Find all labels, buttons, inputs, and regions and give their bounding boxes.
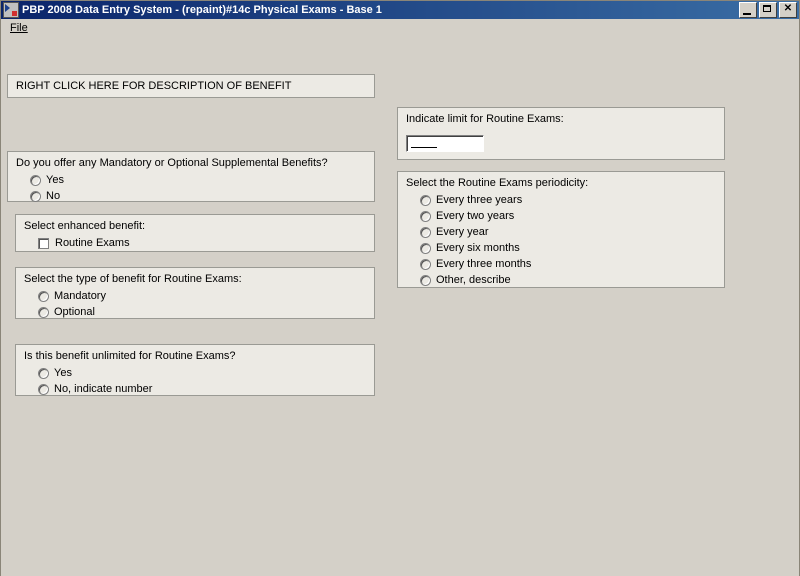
- routine-exams-periodicity-title: Select the Routine Exams periodicity:: [406, 177, 589, 189]
- routine-exams-periodicity-group: [397, 171, 725, 288]
- routine-exams-limit-title: Indicate limit for Routine Exams:: [406, 113, 564, 125]
- supplemental-benefits-title: Do you offer any Mandatory or Optional Supplemental Benefits?: [16, 157, 328, 169]
- enhanced-benefit-group: [15, 214, 375, 252]
- supplemental-option-no-label: No: [46, 190, 61, 202]
- radio-icon[interactable]: [30, 175, 41, 186]
- enhanced-benefit-option-routine-exams[interactable]: [38, 236, 374, 250]
- periodicity-option-every-six-months-label: Every six months: [436, 242, 520, 254]
- text-caret: [411, 147, 437, 148]
- benefit-type-title: Select the type of benefit for Routine Exams:: [24, 273, 242, 285]
- close-icon: ✕: [783, 3, 793, 14]
- enhanced-benefit-option-label: Routine Exams: [55, 237, 130, 249]
- benefit-type-option-optional-label: Optional: [54, 306, 95, 318]
- enhanced-benefit-title: Select enhanced benefit:: [24, 220, 146, 232]
- radio-icon[interactable]: [420, 227, 431, 238]
- window-title: PBP 2008 Data Entry System - (repaint)#14c Physical Exams - Base 1: [22, 4, 382, 16]
- benefit-type-option-mandatory-label: Mandatory: [54, 290, 106, 302]
- unlimited-option-yes[interactable]: [38, 366, 374, 380]
- minimize-button[interactable]: [739, 2, 757, 18]
- supplemental-option-no[interactable]: [30, 189, 374, 203]
- unlimited-benefit-title: Is this benefit unlimited for Routine Exams?: [24, 350, 236, 362]
- unlimited-option-no[interactable]: [38, 382, 374, 396]
- periodicity-option-every-six-months[interactable]: [420, 241, 724, 255]
- benefit-type-option-mandatory[interactable]: [38, 289, 374, 303]
- minimize-icon: [743, 13, 751, 15]
- periodicity-option-every-two-years[interactable]: [420, 209, 724, 223]
- unlimited-benefit-group: [15, 344, 375, 396]
- periodicity-option-every-three-years[interactable]: [420, 193, 724, 207]
- periodicity-option-every-year[interactable]: [420, 225, 724, 239]
- menu-item-file[interactable]: [5, 20, 33, 36]
- maximize-button[interactable]: [759, 2, 777, 18]
- periodicity-option-every-two-years-label: Every two years: [436, 210, 515, 222]
- routine-exams-limit-input[interactable]: [407, 136, 483, 151]
- periodicity-option-every-year-label: Every year: [436, 226, 489, 238]
- benefit-description-text: RIGHT CLICK HERE FOR DESCRIPTION OF BENEFIT: [16, 80, 292, 92]
- menu-item-file-label: File: [10, 22, 28, 34]
- radio-icon[interactable]: [420, 243, 431, 254]
- radio-icon[interactable]: [420, 211, 431, 222]
- supplemental-option-yes-label: Yes: [46, 174, 64, 186]
- periodicity-option-other-describe[interactable]: [420, 273, 724, 287]
- radio-icon[interactable]: [420, 259, 431, 270]
- benefit-description-banner[interactable]: [7, 74, 375, 98]
- supplemental-option-yes[interactable]: [30, 173, 374, 187]
- periodicity-option-other-describe-label: Other, describe: [436, 274, 511, 286]
- benefit-type-option-optional[interactable]: [38, 305, 374, 319]
- radio-icon[interactable]: [38, 291, 49, 302]
- radio-icon[interactable]: [38, 384, 49, 395]
- window-controls: [739, 2, 797, 18]
- periodicity-option-every-three-years-label: Every three years: [436, 194, 523, 206]
- radio-icon[interactable]: [38, 307, 49, 318]
- routine-exams-limit-group: [397, 107, 725, 160]
- radio-icon[interactable]: [420, 275, 431, 286]
- radio-icon[interactable]: [30, 191, 41, 202]
- unlimited-option-no-label: No, indicate number: [54, 383, 153, 395]
- client-area: [1, 38, 799, 576]
- supplemental-benefits-group: [7, 151, 375, 202]
- routine-exams-limit-field[interactable]: [406, 135, 484, 152]
- menu-bar: [1, 19, 799, 38]
- periodicity-option-every-three-months-label: Every three months: [436, 258, 532, 270]
- checkbox-icon[interactable]: [38, 238, 49, 249]
- close-button[interactable]: [779, 2, 797, 18]
- benefit-type-group: [15, 267, 375, 319]
- title-bar: [1, 1, 799, 19]
- periodicity-option-every-three-months[interactable]: [420, 257, 724, 271]
- radio-icon[interactable]: [38, 368, 49, 379]
- unlimited-option-yes-label: Yes: [54, 367, 72, 379]
- app-icon: [3, 2, 19, 18]
- maximize-icon: [763, 5, 771, 12]
- radio-icon[interactable]: [420, 195, 431, 206]
